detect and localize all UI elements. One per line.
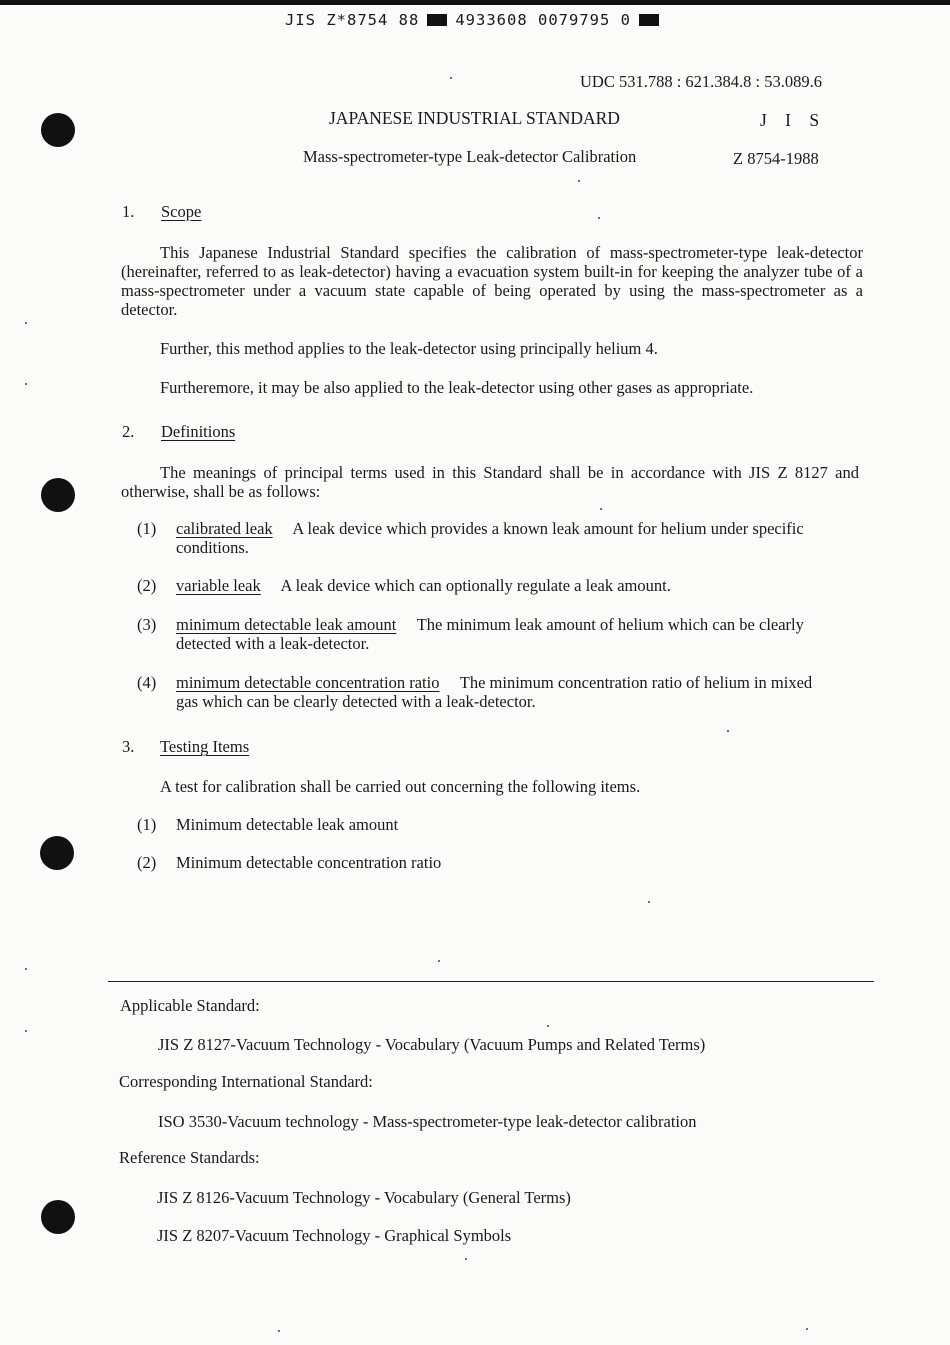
- definition-number: (4): [137, 673, 157, 692]
- redaction-block-icon: [427, 14, 447, 26]
- definition-number: (3): [137, 615, 157, 634]
- scan-top-edge: [0, 0, 950, 5]
- document-header-code: [285, 8, 659, 32]
- section-number: 3.: [122, 737, 135, 756]
- definition-item: [176, 615, 862, 653]
- definition-text: The minimum leak amount of helium which can be clearly detected with a leak-detector.: [176, 615, 804, 653]
- testing-item: Minimum detectable concentration ratio: [176, 853, 442, 872]
- scan-speck: [648, 901, 650, 903]
- definitions-intro: The meanings of principal terms used in this Standard shall be in accordance with JIS Z 8127 and otherwise, shall be as follows:: [121, 463, 859, 501]
- reference-standards-label: Reference Standards:: [119, 1148, 260, 1167]
- testing-intro: A test for calibration shall be carried out concerning the following items.: [160, 777, 641, 796]
- international-standard-label: Corresponding International Standard:: [119, 1072, 373, 1091]
- scan-speck: [25, 1030, 27, 1032]
- footnote-divider: [108, 981, 874, 982]
- scan-speck: [598, 217, 600, 219]
- applicable-standard: JIS Z 8127-Vacuum Technology - Vocabulary (Vacuum Pumps and Related Terms): [158, 1035, 706, 1054]
- definition-text: The minimum concentration ratio of helium in mixed gas which can be clearly detected with a leak-detector.: [176, 673, 813, 711]
- section-number: 1.: [122, 202, 135, 221]
- section-heading-testing-items: Testing Items: [160, 737, 250, 756]
- testing-item-number: (2): [137, 853, 157, 872]
- testing-item-number: (1): [137, 815, 157, 834]
- redaction-block-icon: [639, 14, 659, 26]
- scan-speck: [25, 968, 27, 970]
- scan-speck: [278, 1330, 280, 1332]
- definition-item: [176, 673, 826, 711]
- definition-text: A leak device which provides a known leak amount for helium under specific conditions.: [176, 519, 804, 557]
- jis-label: J I S: [760, 110, 827, 130]
- definition-term: variable leak: [176, 576, 261, 595]
- definition-number: (2): [137, 576, 157, 595]
- scan-speck: [600, 508, 602, 510]
- scope-paragraph: Furtheremore, it may be also applied to the leak-detector using other gases as appropriate.: [160, 378, 754, 397]
- scope-paragraph: This Japanese Industrial Standard specifies the calibration of mass-spectrometer-type leak-detector (hereinafter, referred to as leak-detector) having a evacuation system built-in for keeping the analyzer tube of a mass-spectrometer under a vacuum state capable of being operated by using the mass-spectrometer as a detector.: [121, 243, 863, 319]
- scope-paragraph: Further, this method applies to the leak-detector using principally helium 4.: [160, 339, 658, 358]
- applicable-standard-label: Applicable Standard:: [120, 996, 260, 1015]
- document-title: Mass-spectrometer-type Leak-detector Calibration: [303, 147, 637, 166]
- reference-standard: JIS Z 8126-Vacuum Technology - Vocabulary (General Terms): [157, 1188, 571, 1207]
- international-standard: ISO 3530-Vacuum technology - Mass-spectrometer-type leak-detector calibration: [158, 1112, 697, 1131]
- definition-item: [176, 576, 831, 595]
- scan-speck: [25, 322, 27, 324]
- definition-text: A leak device which can optionally regulate a leak amount.: [280, 576, 671, 595]
- scan-speck: [547, 1025, 549, 1027]
- reference-standard: JIS Z 8207-Vacuum Technology - Graphical Symbols: [157, 1226, 512, 1245]
- section-heading-scope: Scope: [161, 202, 202, 221]
- binder-hole-icon: [41, 1200, 75, 1234]
- scan-speck: [465, 1258, 467, 1260]
- scan-speck: [25, 383, 27, 385]
- header-code-left: JIS Z*8754 88: [285, 11, 420, 29]
- definition-term: calibrated leak: [176, 519, 273, 538]
- scan-speck: [806, 1328, 808, 1330]
- testing-item: Minimum detectable leak amount: [176, 815, 399, 834]
- scan-speck: [578, 180, 580, 182]
- binder-hole-icon: [40, 836, 74, 870]
- org-title: JAPANESE INDUSTRIAL STANDARD: [329, 108, 620, 128]
- definition-term: minimum detectable concentration ratio: [176, 673, 440, 692]
- section-heading-definitions: Definitions: [161, 422, 236, 441]
- definition-number: (1): [137, 519, 157, 538]
- scan-speck: [450, 77, 452, 79]
- header-code-right: 4933608 0079795 0: [455, 11, 631, 29]
- definition-item: [176, 519, 831, 557]
- udc-classification: UDC 531.788 : 621.384.8 : 53.089.6: [580, 72, 823, 91]
- scan-speck: [438, 960, 440, 962]
- section-number: 2.: [122, 422, 135, 441]
- scan-speck: [727, 730, 729, 732]
- definition-term: minimum detectable leak amount: [176, 615, 397, 634]
- binder-hole-icon: [41, 113, 75, 147]
- binder-hole-icon: [41, 478, 75, 512]
- document-number: Z 8754-1988: [733, 149, 819, 168]
